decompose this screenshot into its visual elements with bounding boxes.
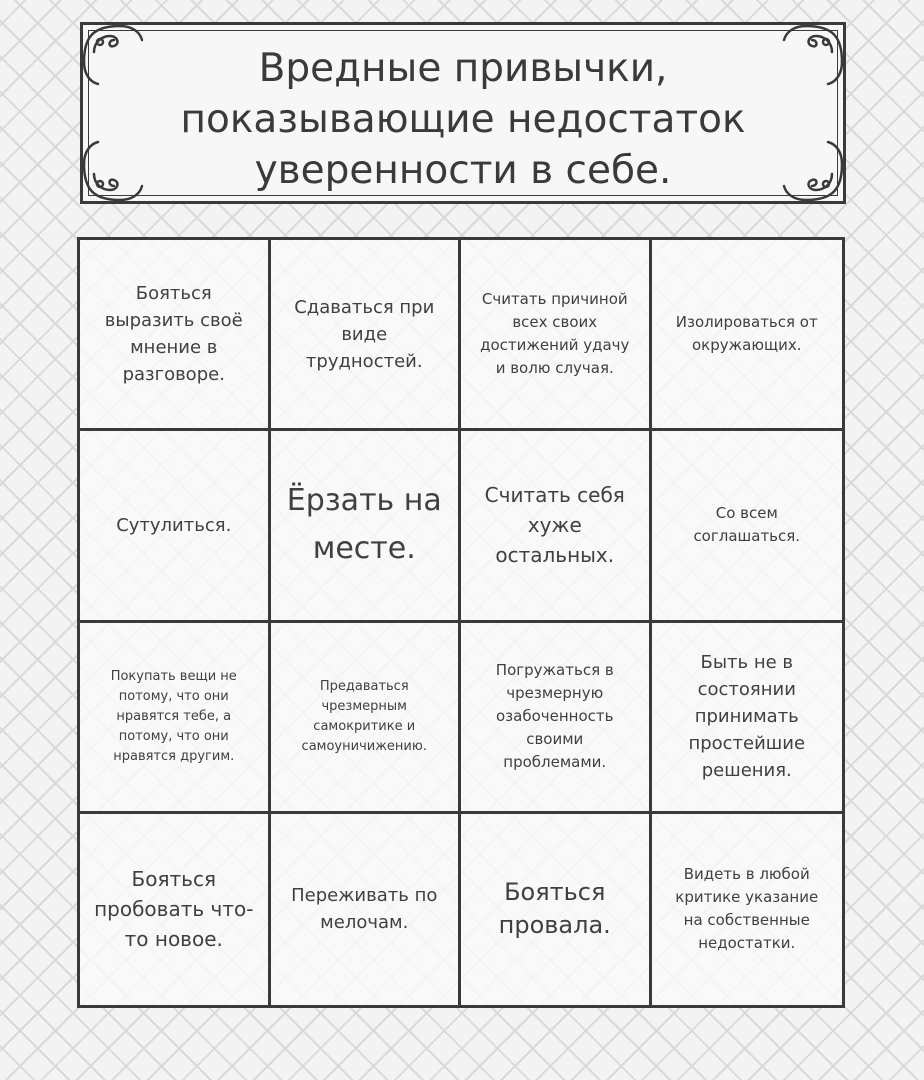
bingo-cell: Бояться пробовать что-то новое. [80,814,271,1005]
bingo-cell: Считать себя хуже остальных. [461,431,652,622]
bingo-cell: Сутулиться. [80,431,271,622]
bingo-cell: Покупать вещи не потому, что они нравятся тебе, а потому, что они нравятся другим. [80,623,271,814]
bingo-cell: Со всем соглашаться. [652,431,843,622]
bingo-cell: Ёрзать на месте. [271,431,462,622]
bingo-cell: Считать причиной всех своих достижений удачу и волю случая. [461,240,652,431]
bingo-board [77,237,845,1008]
bingo-cell: Быть не в состоянии принимать простейшие решения. [652,623,843,814]
bingo-cell: Бояться выразить своё мнение в разговоре. [80,240,271,431]
page-title: Вредные привычки, показывающие недостаток уверенности в себе. [180,46,746,193]
title-banner [80,22,846,204]
bingo-cell: Погружаться в чрезмерную озабоченность своими проблемами. [461,623,652,814]
bingo-cell: Бояться провала. [461,814,652,1005]
bingo-cell: Изолироваться от окружающих. [652,240,843,431]
bingo-cell: Сдаваться при виде трудностей. [271,240,462,431]
bingo-cell: Переживать по мелочам. [271,814,462,1005]
bingo-cell: Предаваться чрезмерным самокритике и самоуничижению. [271,623,462,814]
bingo-cell: Видеть в любой критике указание на собственные недостатки. [652,814,843,1005]
